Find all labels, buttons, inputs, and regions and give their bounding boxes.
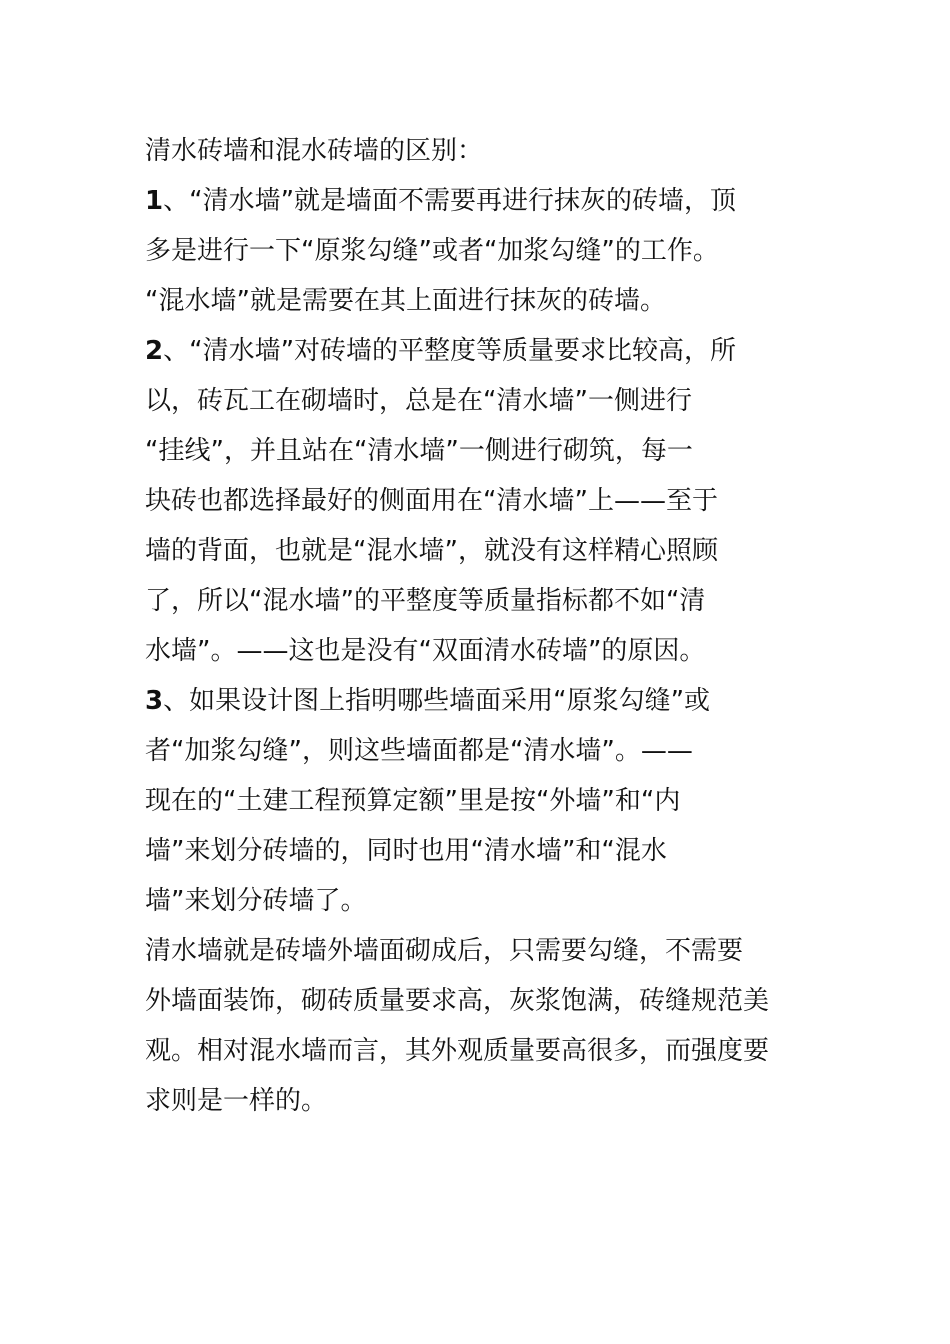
text-line: 多是进行一下“原浆勾缝”或者“加浆勾缝”的工作。: [145, 236, 719, 266]
list-number: 1: [145, 186, 164, 216]
text-line: 观。相对混水墙而言，其外观质量要高很多，而强度要: [145, 1036, 770, 1066]
text-line: 了，所以“混水墙”的平整度等质量指标都不如“清: [145, 586, 706, 616]
text-line: 块砖也都选择最好的侧面用在“清水墙”上——至于: [145, 486, 718, 516]
document-body: [145, 126, 817, 1126]
text-line-point-2-start: 2、“清水墙”对砖墙的平整度等质量要求比较高，所: [145, 336, 737, 366]
text-line: 求则是一样的。: [145, 1086, 328, 1116]
text-line: 现在的“土建工程预算定额”里是按“外墙”和“内: [145, 786, 681, 816]
text-line: 以，砖瓦工在砌墙时，总是在“清水墙”一侧进行: [145, 386, 692, 416]
text-line: 墙”来划分砖墙了。: [145, 886, 367, 916]
text-line: 墙”来划分砖墙的，同时也用“清水墙”和“混水: [145, 836, 667, 866]
text-line: 水墙”。——这也是没有“双面清水砖墙”的原因。: [145, 636, 706, 666]
text-line-title: 清水砖墙和混水砖墙的区别：: [145, 136, 484, 166]
text-line-summary-start: 清水墙就是砖墙外墙面砌成后，只需要勾缝，不需要: [145, 936, 744, 966]
list-number: 3: [145, 686, 164, 716]
text-line-point-3-start: 3、如果设计图上指明哪些墙面采用“原浆勾缝”或: [145, 686, 711, 716]
text-line: “挂线”，并且站在“清水墙”一侧进行砌筑，每一: [145, 436, 693, 466]
text-line: 外墙面装饰，砌砖质量要求高，灰浆饱满，砖缝规范美: [145, 986, 770, 1016]
text-line: 者“加浆勾缝”，则这些墙面都是“清水墙”。——: [145, 736, 693, 766]
list-number: 2: [145, 336, 164, 366]
text-line-point-1-start: 1、“清水墙”就是墙面不需要再进行抹灰的砖墙，顶: [145, 186, 737, 216]
text-line: “混水墙”就是需要在其上面进行抹灰的砖墙。: [145, 286, 666, 316]
text-line: 墙的背面，也就是“混水墙”，就没有这样精心照顾: [145, 536, 718, 566]
